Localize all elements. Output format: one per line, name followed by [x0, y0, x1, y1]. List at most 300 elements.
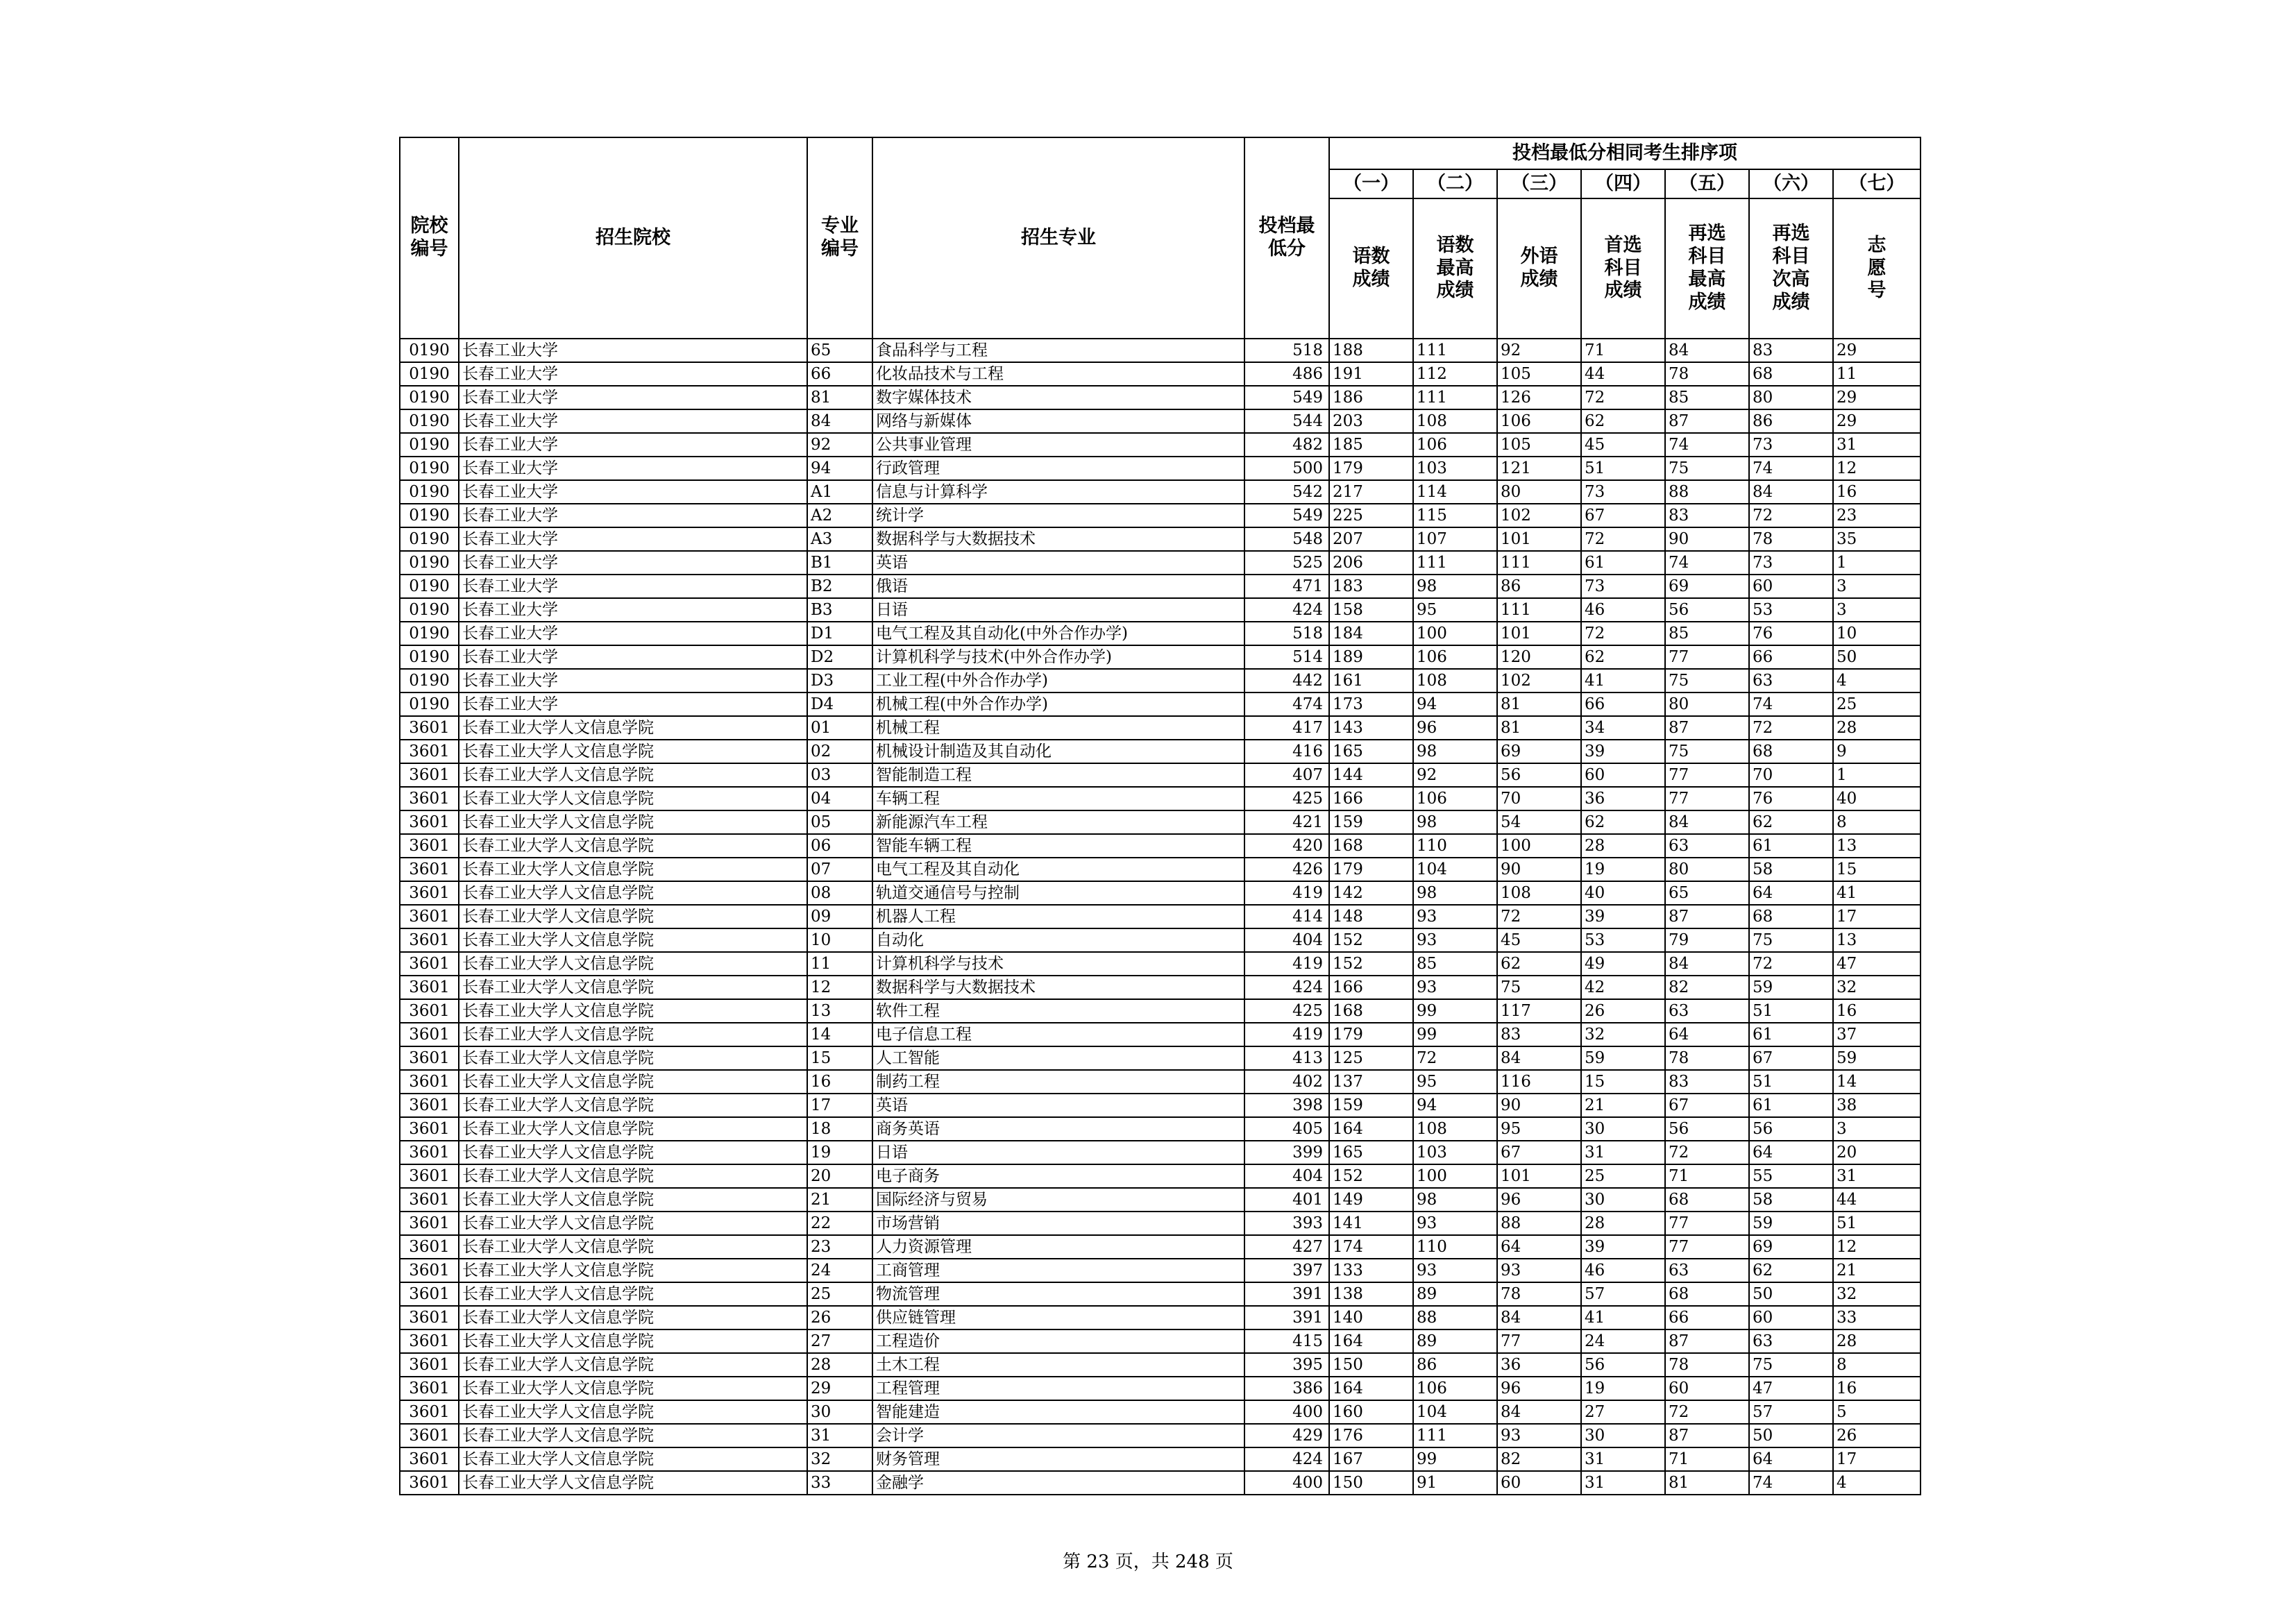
cell-chn-math-max-score: 85	[1413, 952, 1497, 976]
cell-major-code: 29	[807, 1377, 872, 1400]
table-row	[400, 1424, 1921, 1447]
cell-major-name: 电子商务	[872, 1164, 1244, 1188]
cell-min-score: 549	[1244, 386, 1329, 409]
cell-foreign-lang-score: 45	[1497, 928, 1581, 952]
cell-second-subject-max-score: 68	[1665, 1282, 1749, 1306]
cell-major-name: 信息与计算科学	[872, 480, 1244, 504]
table-row	[400, 409, 1921, 433]
cell-foreign-lang-score: 64	[1497, 1235, 1581, 1259]
cell-choice-number: 1	[1833, 763, 1921, 787]
cell-first-subject-score: 46	[1581, 598, 1665, 622]
cell-school-name: 长春工业大学人文信息学院	[459, 858, 807, 881]
cell-major-name: 商务英语	[872, 1117, 1244, 1141]
cell-chn-math-score: 141	[1329, 1212, 1413, 1235]
cell-choice-number: 28	[1833, 716, 1921, 740]
table-row	[400, 740, 1921, 763]
cell-first-subject-score: 53	[1581, 928, 1665, 952]
cell-school-code: 3601	[400, 1282, 459, 1306]
cell-chn-math-max-score: 95	[1413, 1070, 1497, 1094]
cell-first-subject-score: 19	[1581, 1377, 1665, 1400]
table-row	[400, 551, 1921, 575]
cell-min-score: 525	[1244, 551, 1329, 575]
table-row	[400, 1259, 1921, 1282]
cell-chn-math-max-score: 94	[1413, 1094, 1497, 1117]
header-order-5: （五）	[1665, 169, 1749, 198]
cell-second-subject-max-score: 63	[1665, 834, 1749, 858]
table-row	[400, 881, 1921, 905]
table-row	[400, 1353, 1921, 1377]
cell-second-subject-max-score: 77	[1665, 787, 1749, 810]
cell-major-code: 20	[807, 1164, 872, 1188]
cell-school-code: 0190	[400, 645, 459, 669]
cell-foreign-lang-score: 93	[1497, 1424, 1581, 1447]
cell-chn-math-score: 152	[1329, 952, 1413, 976]
cell-school-name: 长春工业大学	[459, 457, 807, 480]
cell-min-score: 419	[1244, 1023, 1329, 1046]
cell-chn-math-score: 173	[1329, 692, 1413, 716]
cell-second-subject-next-score: 51	[1749, 1070, 1833, 1094]
cell-second-subject-max-score: 56	[1665, 598, 1749, 622]
cell-foreign-lang-score: 108	[1497, 881, 1581, 905]
cell-school-code: 3601	[400, 1094, 459, 1117]
cell-major-code: 81	[807, 386, 872, 409]
cell-major-code: 07	[807, 858, 872, 881]
cell-second-subject-max-score: 82	[1665, 976, 1749, 999]
cell-foreign-lang-score: 100	[1497, 834, 1581, 858]
cell-major-name: 国际经济与贸易	[872, 1188, 1244, 1212]
cell-second-subject-next-score: 50	[1749, 1424, 1833, 1447]
table-row	[400, 1212, 1921, 1235]
cell-choice-number: 12	[1833, 457, 1921, 480]
cell-school-name: 长春工业大学人文信息学院	[459, 1329, 807, 1353]
cell-choice-number: 15	[1833, 858, 1921, 881]
cell-foreign-lang-score: 111	[1497, 598, 1581, 622]
cell-major-code: 06	[807, 834, 872, 858]
cell-choice-number: 50	[1833, 645, 1921, 669]
cell-min-score: 391	[1244, 1306, 1329, 1329]
cell-school-name: 长春工业大学人文信息学院	[459, 810, 807, 834]
cell-second-subject-max-score: 67	[1665, 1094, 1749, 1117]
cell-first-subject-score: 61	[1581, 551, 1665, 575]
header-major-code: 专业编号	[807, 137, 872, 339]
cell-school-code: 3601	[400, 976, 459, 999]
cell-min-score: 549	[1244, 504, 1329, 527]
header-order-3: （三）	[1497, 169, 1581, 198]
cell-school-name: 长春工业大学人文信息学院	[459, 1070, 807, 1094]
cell-min-score: 425	[1244, 999, 1329, 1023]
cell-foreign-lang-score: 77	[1497, 1329, 1581, 1353]
cell-foreign-lang-score: 70	[1497, 787, 1581, 810]
cell-second-subject-next-score: 55	[1749, 1164, 1833, 1188]
cell-min-score: 397	[1244, 1259, 1329, 1282]
cell-chn-math-max-score: 93	[1413, 976, 1497, 999]
cell-major-name: 人力资源管理	[872, 1235, 1244, 1259]
cell-major-code: 14	[807, 1023, 872, 1046]
cell-first-subject-score: 66	[1581, 692, 1665, 716]
cell-chn-math-score: 160	[1329, 1400, 1413, 1424]
cell-second-subject-max-score: 68	[1665, 1188, 1749, 1212]
cell-second-subject-max-score: 77	[1665, 1235, 1749, 1259]
cell-second-subject-next-score: 47	[1749, 1377, 1833, 1400]
cell-second-subject-max-score: 90	[1665, 527, 1749, 551]
cell-chn-math-max-score: 115	[1413, 504, 1497, 527]
table-row	[400, 457, 1921, 480]
cell-choice-number: 17	[1833, 1447, 1921, 1471]
cell-foreign-lang-score: 121	[1497, 457, 1581, 480]
cell-min-score: 407	[1244, 763, 1329, 787]
cell-min-score: 399	[1244, 1141, 1329, 1164]
cell-school-name: 长春工业大学	[459, 645, 807, 669]
cell-major-code: 84	[807, 409, 872, 433]
cell-chn-math-score: 164	[1329, 1377, 1413, 1400]
cell-first-subject-score: 45	[1581, 433, 1665, 457]
header-order-1: （一）	[1329, 169, 1413, 198]
cell-school-name: 长春工业大学人文信息学院	[459, 1471, 807, 1495]
cell-foreign-lang-score: 101	[1497, 1164, 1581, 1188]
cell-second-subject-next-score: 72	[1749, 504, 1833, 527]
cell-chn-math-max-score: 72	[1413, 1046, 1497, 1070]
cell-second-subject-max-score: 65	[1665, 881, 1749, 905]
cell-school-code: 3601	[400, 1188, 459, 1212]
cell-second-subject-next-score: 58	[1749, 858, 1833, 881]
cell-chn-math-max-score: 103	[1413, 457, 1497, 480]
cell-school-name: 长春工业大学人文信息学院	[459, 952, 807, 976]
cell-first-subject-score: 21	[1581, 1094, 1665, 1117]
cell-school-name: 长春工业大学人文信息学院	[459, 1353, 807, 1377]
cell-chn-math-max-score: 104	[1413, 858, 1497, 881]
cell-school-code: 0190	[400, 598, 459, 622]
cell-foreign-lang-score: 90	[1497, 1094, 1581, 1117]
cell-school-code: 0190	[400, 622, 459, 645]
cell-major-name: 市场营销	[872, 1212, 1244, 1235]
cell-second-subject-max-score: 60	[1665, 1377, 1749, 1400]
cell-second-subject-next-score: 78	[1749, 527, 1833, 551]
cell-first-subject-score: 41	[1581, 669, 1665, 692]
cell-major-name: 数字媒体技术	[872, 386, 1244, 409]
cell-second-subject-next-score: 66	[1749, 645, 1833, 669]
cell-major-code: 18	[807, 1117, 872, 1141]
cell-school-code: 3601	[400, 928, 459, 952]
cell-foreign-lang-score: 95	[1497, 1117, 1581, 1141]
cell-school-name: 长春工业大学人文信息学院	[459, 928, 807, 952]
table-row	[400, 1117, 1921, 1141]
cell-second-subject-max-score: 87	[1665, 409, 1749, 433]
cell-first-subject-score: 51	[1581, 457, 1665, 480]
cell-second-subject-next-score: 62	[1749, 810, 1833, 834]
header-order-6: （六）	[1749, 169, 1833, 198]
table-row	[400, 1471, 1921, 1495]
cell-foreign-lang-score: 62	[1497, 952, 1581, 976]
cell-first-subject-score: 41	[1581, 1306, 1665, 1329]
cell-major-name: 金融学	[872, 1471, 1244, 1495]
cell-first-subject-score: 62	[1581, 645, 1665, 669]
cell-major-code: 27	[807, 1329, 872, 1353]
cell-chn-math-max-score: 108	[1413, 409, 1497, 433]
header-order-7: （七）	[1833, 169, 1921, 198]
table-row	[400, 1023, 1921, 1046]
cell-chn-math-score: 179	[1329, 1023, 1413, 1046]
cell-chn-math-max-score: 106	[1413, 787, 1497, 810]
cell-choice-number: 31	[1833, 1164, 1921, 1188]
cell-major-code: 12	[807, 976, 872, 999]
cell-foreign-lang-score: 92	[1497, 339, 1581, 362]
cell-foreign-lang-score: 117	[1497, 999, 1581, 1023]
table-row	[400, 480, 1921, 504]
cell-second-subject-next-score: 80	[1749, 386, 1833, 409]
cell-choice-number: 21	[1833, 1259, 1921, 1282]
cell-school-name: 长春工业大学人文信息学院	[459, 1424, 807, 1447]
cell-first-subject-score: 59	[1581, 1046, 1665, 1070]
cell-major-name: 财务管理	[872, 1447, 1244, 1471]
cell-second-subject-max-score: 81	[1665, 1471, 1749, 1495]
cell-choice-number: 40	[1833, 787, 1921, 810]
cell-chn-math-score: 185	[1329, 433, 1413, 457]
cell-major-code: 26	[807, 1306, 872, 1329]
cell-school-code: 3601	[400, 1377, 459, 1400]
cell-choice-number: 5	[1833, 1400, 1921, 1424]
cell-second-subject-max-score: 78	[1665, 1046, 1749, 1070]
header-sub-1: 语数成绩	[1329, 198, 1413, 339]
cell-school-code: 3601	[400, 810, 459, 834]
cell-min-score: 474	[1244, 692, 1329, 716]
cell-foreign-lang-score: 56	[1497, 763, 1581, 787]
cell-chn-math-score: 186	[1329, 386, 1413, 409]
cell-foreign-lang-score: 88	[1497, 1212, 1581, 1235]
cell-second-subject-next-score: 64	[1749, 881, 1833, 905]
cell-second-subject-next-score: 70	[1749, 763, 1833, 787]
cell-second-subject-next-score: 75	[1749, 928, 1833, 952]
cell-min-score: 395	[1244, 1353, 1329, 1377]
cell-first-subject-score: 26	[1581, 999, 1665, 1023]
cell-choice-number: 4	[1833, 669, 1921, 692]
cell-foreign-lang-score: 106	[1497, 409, 1581, 433]
cell-major-code: 17	[807, 1094, 872, 1117]
cell-chn-math-score: 189	[1329, 645, 1413, 669]
cell-choice-number: 16	[1833, 480, 1921, 504]
cell-chn-math-max-score: 92	[1413, 763, 1497, 787]
cell-major-name: 数据科学与大数据技术	[872, 976, 1244, 999]
cell-first-subject-score: 71	[1581, 339, 1665, 362]
cell-chn-math-max-score: 96	[1413, 716, 1497, 740]
table-row	[400, 575, 1921, 598]
cell-chn-math-max-score: 98	[1413, 740, 1497, 763]
cell-major-code: D4	[807, 692, 872, 716]
cell-second-subject-next-score: 61	[1749, 834, 1833, 858]
cell-first-subject-score: 46	[1581, 1259, 1665, 1282]
cell-second-subject-next-score: 59	[1749, 976, 1833, 999]
cell-school-code: 3601	[400, 716, 459, 740]
cell-major-name: 智能制造工程	[872, 763, 1244, 787]
cell-second-subject-max-score: 72	[1665, 1141, 1749, 1164]
cell-first-subject-score: 28	[1581, 834, 1665, 858]
cell-first-subject-score: 27	[1581, 1400, 1665, 1424]
cell-school-code: 3601	[400, 1306, 459, 1329]
cell-school-name: 长春工业大学人文信息学院	[459, 1306, 807, 1329]
cell-major-name: 供应链管理	[872, 1306, 1244, 1329]
table-row	[400, 598, 1921, 622]
cell-school-code: 3601	[400, 1471, 459, 1495]
cell-chn-math-max-score: 93	[1413, 1259, 1497, 1282]
cell-second-subject-max-score: 56	[1665, 1117, 1749, 1141]
cell-major-name: 俄语	[872, 575, 1244, 598]
cell-second-subject-next-score: 68	[1749, 740, 1833, 763]
page-footer: 第 23 页，共 248 页	[1063, 1552, 1233, 1572]
cell-chn-math-max-score: 98	[1413, 575, 1497, 598]
cell-first-subject-score: 72	[1581, 622, 1665, 645]
cell-major-name: 化妆品技术与工程	[872, 362, 1244, 386]
cell-second-subject-max-score: 88	[1665, 480, 1749, 504]
cell-major-name: 英语	[872, 1094, 1244, 1117]
cell-choice-number: 32	[1833, 976, 1921, 999]
cell-major-name: 网络与新媒体	[872, 409, 1244, 433]
cell-school-name: 长春工业大学	[459, 480, 807, 504]
cell-min-score: 426	[1244, 858, 1329, 881]
cell-foreign-lang-score: 102	[1497, 669, 1581, 692]
cell-chn-math-score: 164	[1329, 1329, 1413, 1353]
cell-second-subject-max-score: 84	[1665, 810, 1749, 834]
cell-choice-number: 1	[1833, 551, 1921, 575]
cell-major-name: 自动化	[872, 928, 1244, 952]
cell-chn-math-score: 179	[1329, 858, 1413, 881]
cell-second-subject-next-score: 62	[1749, 1259, 1833, 1282]
cell-major-code: 28	[807, 1353, 872, 1377]
cell-school-name: 长春工业大学人文信息学院	[459, 881, 807, 905]
cell-school-name: 长春工业大学人文信息学院	[459, 763, 807, 787]
cell-chn-math-score: 159	[1329, 1094, 1413, 1117]
cell-min-score: 393	[1244, 1212, 1329, 1235]
cell-foreign-lang-score: 96	[1497, 1188, 1581, 1212]
cell-chn-math-max-score: 100	[1413, 1164, 1497, 1188]
cell-foreign-lang-score: 36	[1497, 1353, 1581, 1377]
cell-second-subject-max-score: 78	[1665, 362, 1749, 386]
cell-school-name: 长春工业大学人文信息学院	[459, 1046, 807, 1070]
cell-major-code: B1	[807, 551, 872, 575]
cell-first-subject-score: 42	[1581, 976, 1665, 999]
cell-chn-math-max-score: 93	[1413, 905, 1497, 928]
cell-school-code: 3601	[400, 1447, 459, 1471]
cell-second-subject-next-score: 76	[1749, 622, 1833, 645]
cell-major-code: B2	[807, 575, 872, 598]
cell-chn-math-max-score: 98	[1413, 881, 1497, 905]
cell-major-name: 土木工程	[872, 1353, 1244, 1377]
cell-school-code: 3601	[400, 1164, 459, 1188]
cell-major-code: 32	[807, 1447, 872, 1471]
cell-foreign-lang-score: 84	[1497, 1046, 1581, 1070]
cell-major-name: 电气工程及其自动化	[872, 858, 1244, 881]
cell-first-subject-score: 30	[1581, 1424, 1665, 1447]
cell-major-name: 英语	[872, 551, 1244, 575]
cell-chn-math-score: 137	[1329, 1070, 1413, 1094]
cell-choice-number: 13	[1833, 928, 1921, 952]
cell-major-name: 日语	[872, 1141, 1244, 1164]
cell-first-subject-score: 30	[1581, 1117, 1665, 1141]
cell-major-code: A3	[807, 527, 872, 551]
cell-major-name: 食品科学与工程	[872, 339, 1244, 362]
cell-chn-math-max-score: 88	[1413, 1306, 1497, 1329]
cell-second-subject-next-score: 63	[1749, 669, 1833, 692]
cell-major-name: 轨道交通信号与控制	[872, 881, 1244, 905]
cell-chn-math-max-score: 98	[1413, 1188, 1497, 1212]
cell-school-name: 长春工业大学人文信息学院	[459, 716, 807, 740]
cell-school-name: 长春工业大学	[459, 362, 807, 386]
cell-choice-number: 3	[1833, 598, 1921, 622]
cell-school-code: 0190	[400, 551, 459, 575]
cell-second-subject-next-score: 74	[1749, 1471, 1833, 1495]
table-row	[400, 763, 1921, 787]
cell-second-subject-next-score: 61	[1749, 1023, 1833, 1046]
table-row	[400, 976, 1921, 999]
cell-school-code: 3601	[400, 834, 459, 858]
cell-chn-math-score: 152	[1329, 928, 1413, 952]
cell-second-subject-max-score: 87	[1665, 1329, 1749, 1353]
cell-major-name: 计算机科学与技术(中外合作办学)	[872, 645, 1244, 669]
cell-second-subject-next-score: 84	[1749, 480, 1833, 504]
cell-chn-math-score: 174	[1329, 1235, 1413, 1259]
cell-chn-math-score: 167	[1329, 1447, 1413, 1471]
cell-first-subject-score: 72	[1581, 386, 1665, 409]
cell-school-name: 长春工业大学人文信息学院	[459, 1117, 807, 1141]
cell-chn-math-score: 188	[1329, 339, 1413, 362]
cell-foreign-lang-score: 80	[1497, 480, 1581, 504]
cell-min-score: 424	[1244, 1447, 1329, 1471]
cell-second-subject-next-score: 51	[1749, 999, 1833, 1023]
cell-second-subject-max-score: 71	[1665, 1447, 1749, 1471]
cell-second-subject-next-score: 72	[1749, 952, 1833, 976]
cell-major-code: 13	[807, 999, 872, 1023]
cell-foreign-lang-score: 69	[1497, 740, 1581, 763]
cell-chn-math-score: 133	[1329, 1259, 1413, 1282]
table-row	[400, 692, 1921, 716]
table-row	[400, 1329, 1921, 1353]
cell-second-subject-next-score: 72	[1749, 716, 1833, 740]
cell-min-score: 471	[1244, 575, 1329, 598]
cell-major-code: 08	[807, 881, 872, 905]
cell-choice-number: 25	[1833, 692, 1921, 716]
cell-second-subject-max-score: 75	[1665, 740, 1749, 763]
cell-foreign-lang-score: 54	[1497, 810, 1581, 834]
cell-second-subject-max-score: 74	[1665, 551, 1749, 575]
cell-foreign-lang-score: 111	[1497, 551, 1581, 575]
cell-major-code: 15	[807, 1046, 872, 1070]
cell-second-subject-max-score: 63	[1665, 1259, 1749, 1282]
table-row	[400, 622, 1921, 645]
cell-second-subject-next-score: 56	[1749, 1117, 1833, 1141]
cell-chn-math-max-score: 103	[1413, 1141, 1497, 1164]
table-row	[400, 527, 1921, 551]
header-min-score: 投档最低分	[1244, 137, 1329, 339]
cell-first-subject-score: 62	[1581, 409, 1665, 433]
cell-school-name: 长春工业大学	[459, 598, 807, 622]
cell-choice-number: 26	[1833, 1424, 1921, 1447]
cell-first-subject-score: 25	[1581, 1164, 1665, 1188]
cell-second-subject-max-score: 84	[1665, 952, 1749, 976]
cell-min-score: 518	[1244, 622, 1329, 645]
cell-min-score: 442	[1244, 669, 1329, 692]
cell-choice-number: 20	[1833, 1141, 1921, 1164]
header-sub-2: 语数最高成绩	[1413, 198, 1497, 339]
cell-major-name: 机器人工程	[872, 905, 1244, 928]
cell-major-name: 工商管理	[872, 1259, 1244, 1282]
cell-chn-math-score: 149	[1329, 1188, 1413, 1212]
cell-second-subject-max-score: 80	[1665, 858, 1749, 881]
cell-major-code: 16	[807, 1070, 872, 1094]
cell-major-name: 数据科学与大数据技术	[872, 527, 1244, 551]
cell-major-name: 物流管理	[872, 1282, 1244, 1306]
cell-chn-math-score: 161	[1329, 669, 1413, 692]
cell-chn-math-max-score: 106	[1413, 433, 1497, 457]
cell-chn-math-score: 125	[1329, 1046, 1413, 1070]
cell-second-subject-next-score: 73	[1749, 551, 1833, 575]
